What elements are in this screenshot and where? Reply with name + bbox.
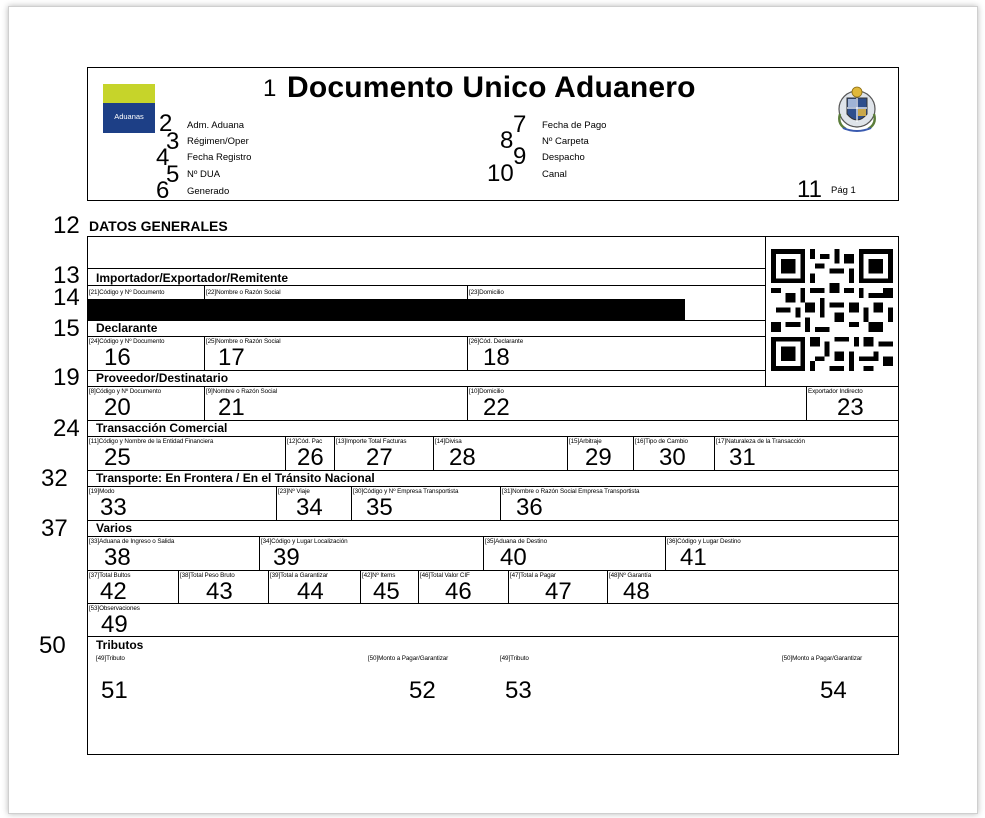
fecha-registro-label: Fecha Registro — [187, 152, 252, 163]
callout-number: 37 — [41, 515, 68, 542]
callout-number: 44 — [297, 578, 324, 605]
regimen-oper-label: Régimen/Oper — [187, 136, 249, 147]
callout-number: 8 — [500, 127, 514, 154]
field-label: [48]Nº Garantía — [609, 572, 652, 579]
callout-number: 51 — [101, 677, 128, 704]
callout-number: 45 — [373, 578, 400, 605]
nro-carpeta-label: Nº Carpeta — [542, 136, 589, 147]
field-label: [31]Nombre o Razón Social Empresa Transportista — [502, 488, 640, 495]
callout-number: 33 — [100, 494, 127, 521]
field-label: [47]Total a Pagar — [510, 572, 556, 579]
callout-number: 52 — [409, 677, 436, 704]
section-varios: Varios — [96, 521, 133, 535]
datos-generales-heading: DATOS GENERALES — [89, 218, 228, 234]
redacted-block — [88, 299, 685, 321]
field-label: [39]Total a Garantizar — [270, 572, 329, 579]
field-label: [15]Arbitraje — [569, 438, 602, 445]
callout-number: 41 — [680, 544, 707, 571]
field-label: [50]Monto a Pagar/Garantizar — [368, 655, 449, 662]
callout-number: 31 — [729, 444, 756, 471]
field-label: [26]Cód. Declarante — [469, 338, 524, 345]
field-label: [46]Total Valor CIF — [420, 572, 470, 579]
callout-number: 46 — [445, 578, 472, 605]
field-label: [24]Código y Nº Documento — [89, 338, 165, 345]
field-label: [49]Tributo — [96, 655, 125, 662]
field-label: [49]Tributo — [500, 655, 529, 662]
callout-number: 15 — [53, 315, 80, 342]
field-label: [30]Código y Nº Empresa Transportista — [353, 488, 459, 495]
callout-number: 20 — [104, 394, 131, 421]
callout-number: 19 — [53, 364, 80, 391]
field-label: [19]Modo — [89, 488, 115, 495]
callout-number: 42 — [100, 578, 127, 605]
callout-number: 2 — [159, 110, 173, 137]
callout-number: 17 — [218, 344, 245, 371]
callout-number: 40 — [500, 544, 527, 571]
field-label: [8]Código y Nº Documento — [89, 388, 162, 395]
callout-number: 29 — [585, 444, 612, 471]
field-label: [9]Nombre o Razón Social — [206, 388, 278, 395]
callout-number: 49 — [101, 611, 128, 638]
callout-number: 6 — [156, 177, 170, 204]
callout-number: 16 — [104, 344, 131, 371]
callout-number: 3 — [166, 128, 180, 155]
adm-aduana-label: Adm. Aduana — [187, 120, 245, 131]
callout-number: 34 — [296, 494, 323, 521]
field-label: [14]Divisa — [435, 438, 462, 445]
callout-number: 18 — [483, 344, 510, 371]
field-label: [16]Tipo de Cambio — [635, 438, 688, 445]
field-label: [12]Cód. Pac — [287, 438, 323, 445]
field-label: [10]Domicilio — [469, 388, 504, 395]
despacho-label: Despacho — [542, 152, 585, 163]
field-label: [22]Nombre o Razón Social — [206, 289, 281, 296]
section-importador: Importador/Exportador/Remitente — [96, 271, 289, 285]
section-tributos: Tributos — [96, 638, 144, 652]
section-transporte: Transporte: En Frontera / En el Tránsito Nacional — [96, 471, 375, 485]
callout-number: 28 — [449, 444, 476, 471]
field-label: [34]Código y Lugar Localización — [261, 538, 348, 545]
document-title: Documento Unico Aduanero — [287, 71, 696, 104]
fecha-pago-label: Fecha de Pago — [542, 120, 607, 131]
callout-number: 22 — [483, 394, 510, 421]
callout-number: 38 — [104, 544, 131, 571]
field-label: [50]Monto a Pagar/Garantizar — [782, 655, 863, 662]
section-declarante: Declarante — [96, 321, 158, 335]
callout-number: 9 — [513, 143, 527, 170]
callout-number: 21 — [218, 394, 245, 421]
generado-label: Generado — [187, 186, 230, 197]
qr-code-icon — [771, 249, 893, 371]
section-transaccion: Transacción Comercial — [96, 421, 228, 435]
callout-number: 50 — [39, 632, 66, 659]
callout-number: 5 — [166, 161, 180, 188]
coat-of-arms-icon — [833, 84, 881, 136]
canal-label: Canal — [542, 169, 567, 180]
callout-number: 35 — [366, 494, 393, 521]
callout-number: 12 — [53, 212, 80, 239]
field-label: [21]Código y Nº Documento — [89, 289, 165, 296]
callout-number: 27 — [366, 444, 393, 471]
callout-number: 43 — [206, 578, 233, 605]
callout-number: 24 — [53, 415, 80, 442]
callout-number: 54 — [820, 677, 847, 704]
callout-number: 13 — [53, 262, 80, 289]
field-label: [38]Total Peso Bruto — [180, 572, 235, 579]
field-label: [42]Nº Items — [362, 572, 396, 579]
field-label: [37]Total Bultos — [89, 572, 131, 579]
logo-text: Aduanas — [114, 112, 144, 121]
field-label: [11]Código y Nombre de la Entidad Financiera — [89, 438, 214, 445]
callout-number: 23 — [837, 394, 864, 421]
callout-number: 14 — [53, 284, 80, 311]
field-label: [23]Nº Viaje — [278, 488, 310, 495]
field-label: [33]Aduana de Ingreso o Salida — [89, 538, 175, 545]
callout-number: 48 — [623, 578, 650, 605]
callout-number: 53 — [505, 677, 532, 704]
field-label: Exportador Indirecto — [808, 388, 863, 395]
callout-number: 30 — [659, 444, 686, 471]
callout-number: 26 — [297, 444, 324, 471]
aduanas-logo — [103, 84, 155, 134]
callout-number: 39 — [273, 544, 300, 571]
field-label: [13]Importe Total Facturas — [336, 438, 407, 445]
field-label: [36]Código y Lugar Destino — [667, 538, 741, 545]
callout-number: 11 — [797, 176, 822, 203]
callout-number: 10 — [487, 160, 514, 187]
callout-number: 1 — [263, 75, 277, 102]
nro-dua-label: Nº DUA — [187, 169, 221, 180]
field-label: [23]Domicilio — [469, 289, 504, 296]
callout-number: 7 — [513, 111, 527, 138]
page-number-label: Pág 1 — [831, 185, 856, 196]
callout-number: 25 — [104, 444, 131, 471]
field-label: [17]Naturaleza de la Transacción — [716, 438, 805, 445]
field-label: [35]Aduana de Destino — [485, 538, 547, 545]
callout-number: 47 — [545, 578, 572, 605]
callout-number: 36 — [516, 494, 543, 521]
callout-number: 32 — [41, 465, 68, 492]
section-proveedor: Proveedor/Destinatario — [96, 371, 229, 385]
callout-number: 4 — [156, 144, 170, 171]
field-label: [53]Observaciones — [89, 605, 140, 612]
field-label: [25]Nombre o Razón Social — [206, 338, 281, 345]
